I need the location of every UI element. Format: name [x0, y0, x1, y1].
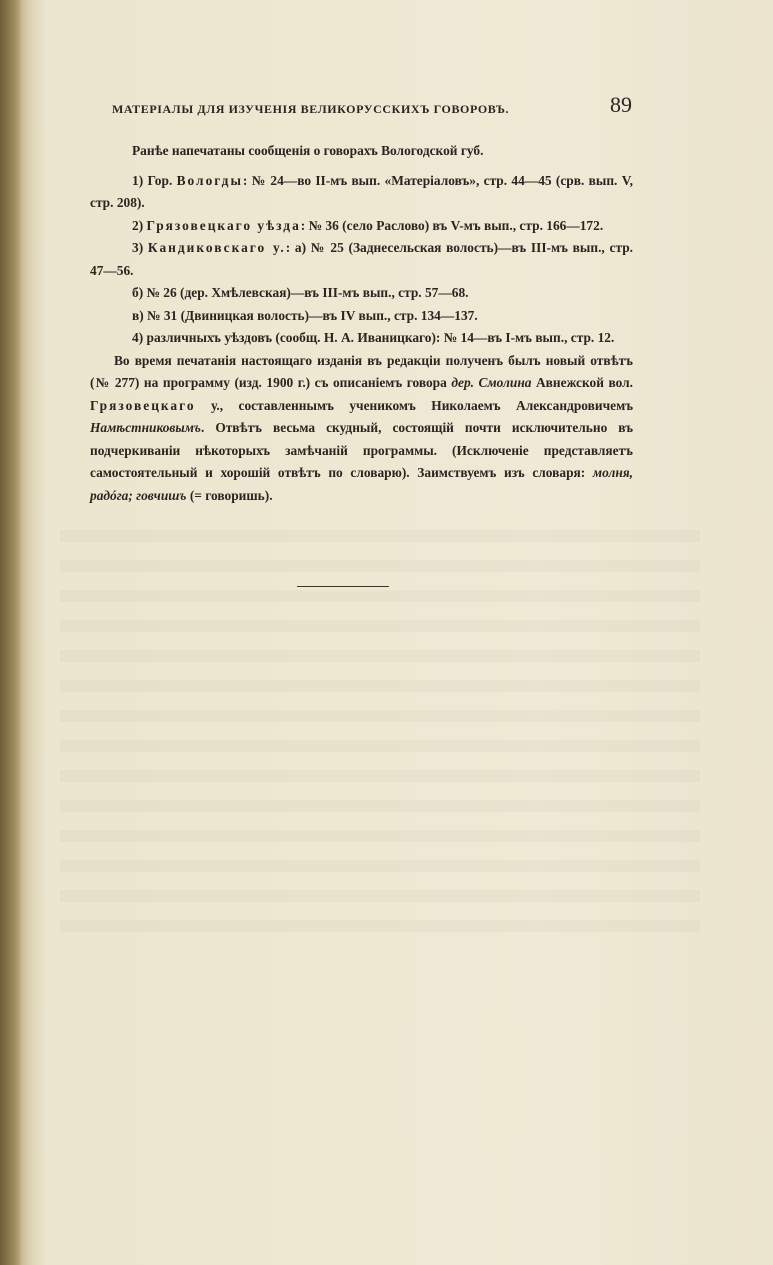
item-place: Грязовецкаго уѣзда [146, 217, 301, 233]
note-paragraph [90, 350, 633, 508]
list-item [90, 215, 633, 238]
running-title: МАТЕРІАЛЫ ДЛЯ ИЗУЧЕНІЯ ВЕЛИКОРУССКИХЪ ГОВОРОВЪ. [112, 102, 510, 116]
note-text: Во время печатанія настоящаго изданія въ редакціи полученъ былъ новый отвѣтъ (№ 277) на программу (изд. 1900 г.) съ описаніемъ говора [90, 352, 633, 390]
list-item [90, 237, 633, 282]
note-text: (= говоришь). [186, 487, 273, 503]
note-village: дер. Смолина [451, 375, 532, 390]
note-text: у., составленнымъ ученикомъ Николаемъ Александровичемъ [195, 397, 633, 413]
bleed-through-texture [60, 530, 700, 950]
report-list [90, 170, 633, 350]
item-number: 2) [132, 217, 144, 233]
page-number: 89 [610, 92, 632, 117]
section-divider [297, 586, 389, 587]
note-district: Грязовецкаго [90, 397, 196, 413]
item-number: 1) Гор. [132, 172, 173, 188]
list-item: 4) различныхъ уѣздовъ (сообщ. Н. А. Иваницкаго): № 14—въ I-мъ вып., стр. 12. [132, 330, 615, 345]
note-author: Намѣстниковымъ [90, 420, 201, 435]
item-text: : № 36 (село Раслово) въ V-мъ вып., стр. 166—172. [300, 217, 604, 233]
note-words: молня, радóга; говчишъ [90, 465, 633, 503]
note-text: Авнежской вол. [531, 375, 633, 390]
item-text: : № 24—во II-мъ вып. «Матеріаловъ», стр. 44—45 (срв. вып. V, стр. 208). [90, 172, 633, 210]
item-number: 3) [132, 240, 144, 255]
list-item [90, 170, 633, 215]
intro-paragraph: Ранѣе напечатаны сообщенія о говорахъ Вологодской губ. [132, 143, 484, 158]
page-body [90, 140, 633, 507]
note-text: . Отвѣтъ весьма скудный, состоящій почти исключительно въ подчеркиваніи нѣкоторыхъ замѣчаній программы. (Исключеніе представляетъ самостоятельный и хорошій отвѣтъ по словарю). Заимствуемъ изъ словаря: [90, 420, 633, 480]
item-place: Кандиковскаго у. [147, 240, 286, 255]
item-text: : а) № 25 (Заднесельская волость)—въ III-мъ вып., стр. 47—56. [90, 240, 633, 278]
book-spine-shadow [0, 0, 22, 1265]
page-header [112, 92, 632, 122]
list-subitem: в) № 31 (Двиницкая волость)—въ IV вып., стр. 134—137. [132, 307, 478, 323]
item-place: Вологды [176, 172, 243, 188]
list-subitem: б) № 26 (дер. Хмѣлевская)—въ III-мъ вып., стр. 57—68. [132, 285, 469, 300]
